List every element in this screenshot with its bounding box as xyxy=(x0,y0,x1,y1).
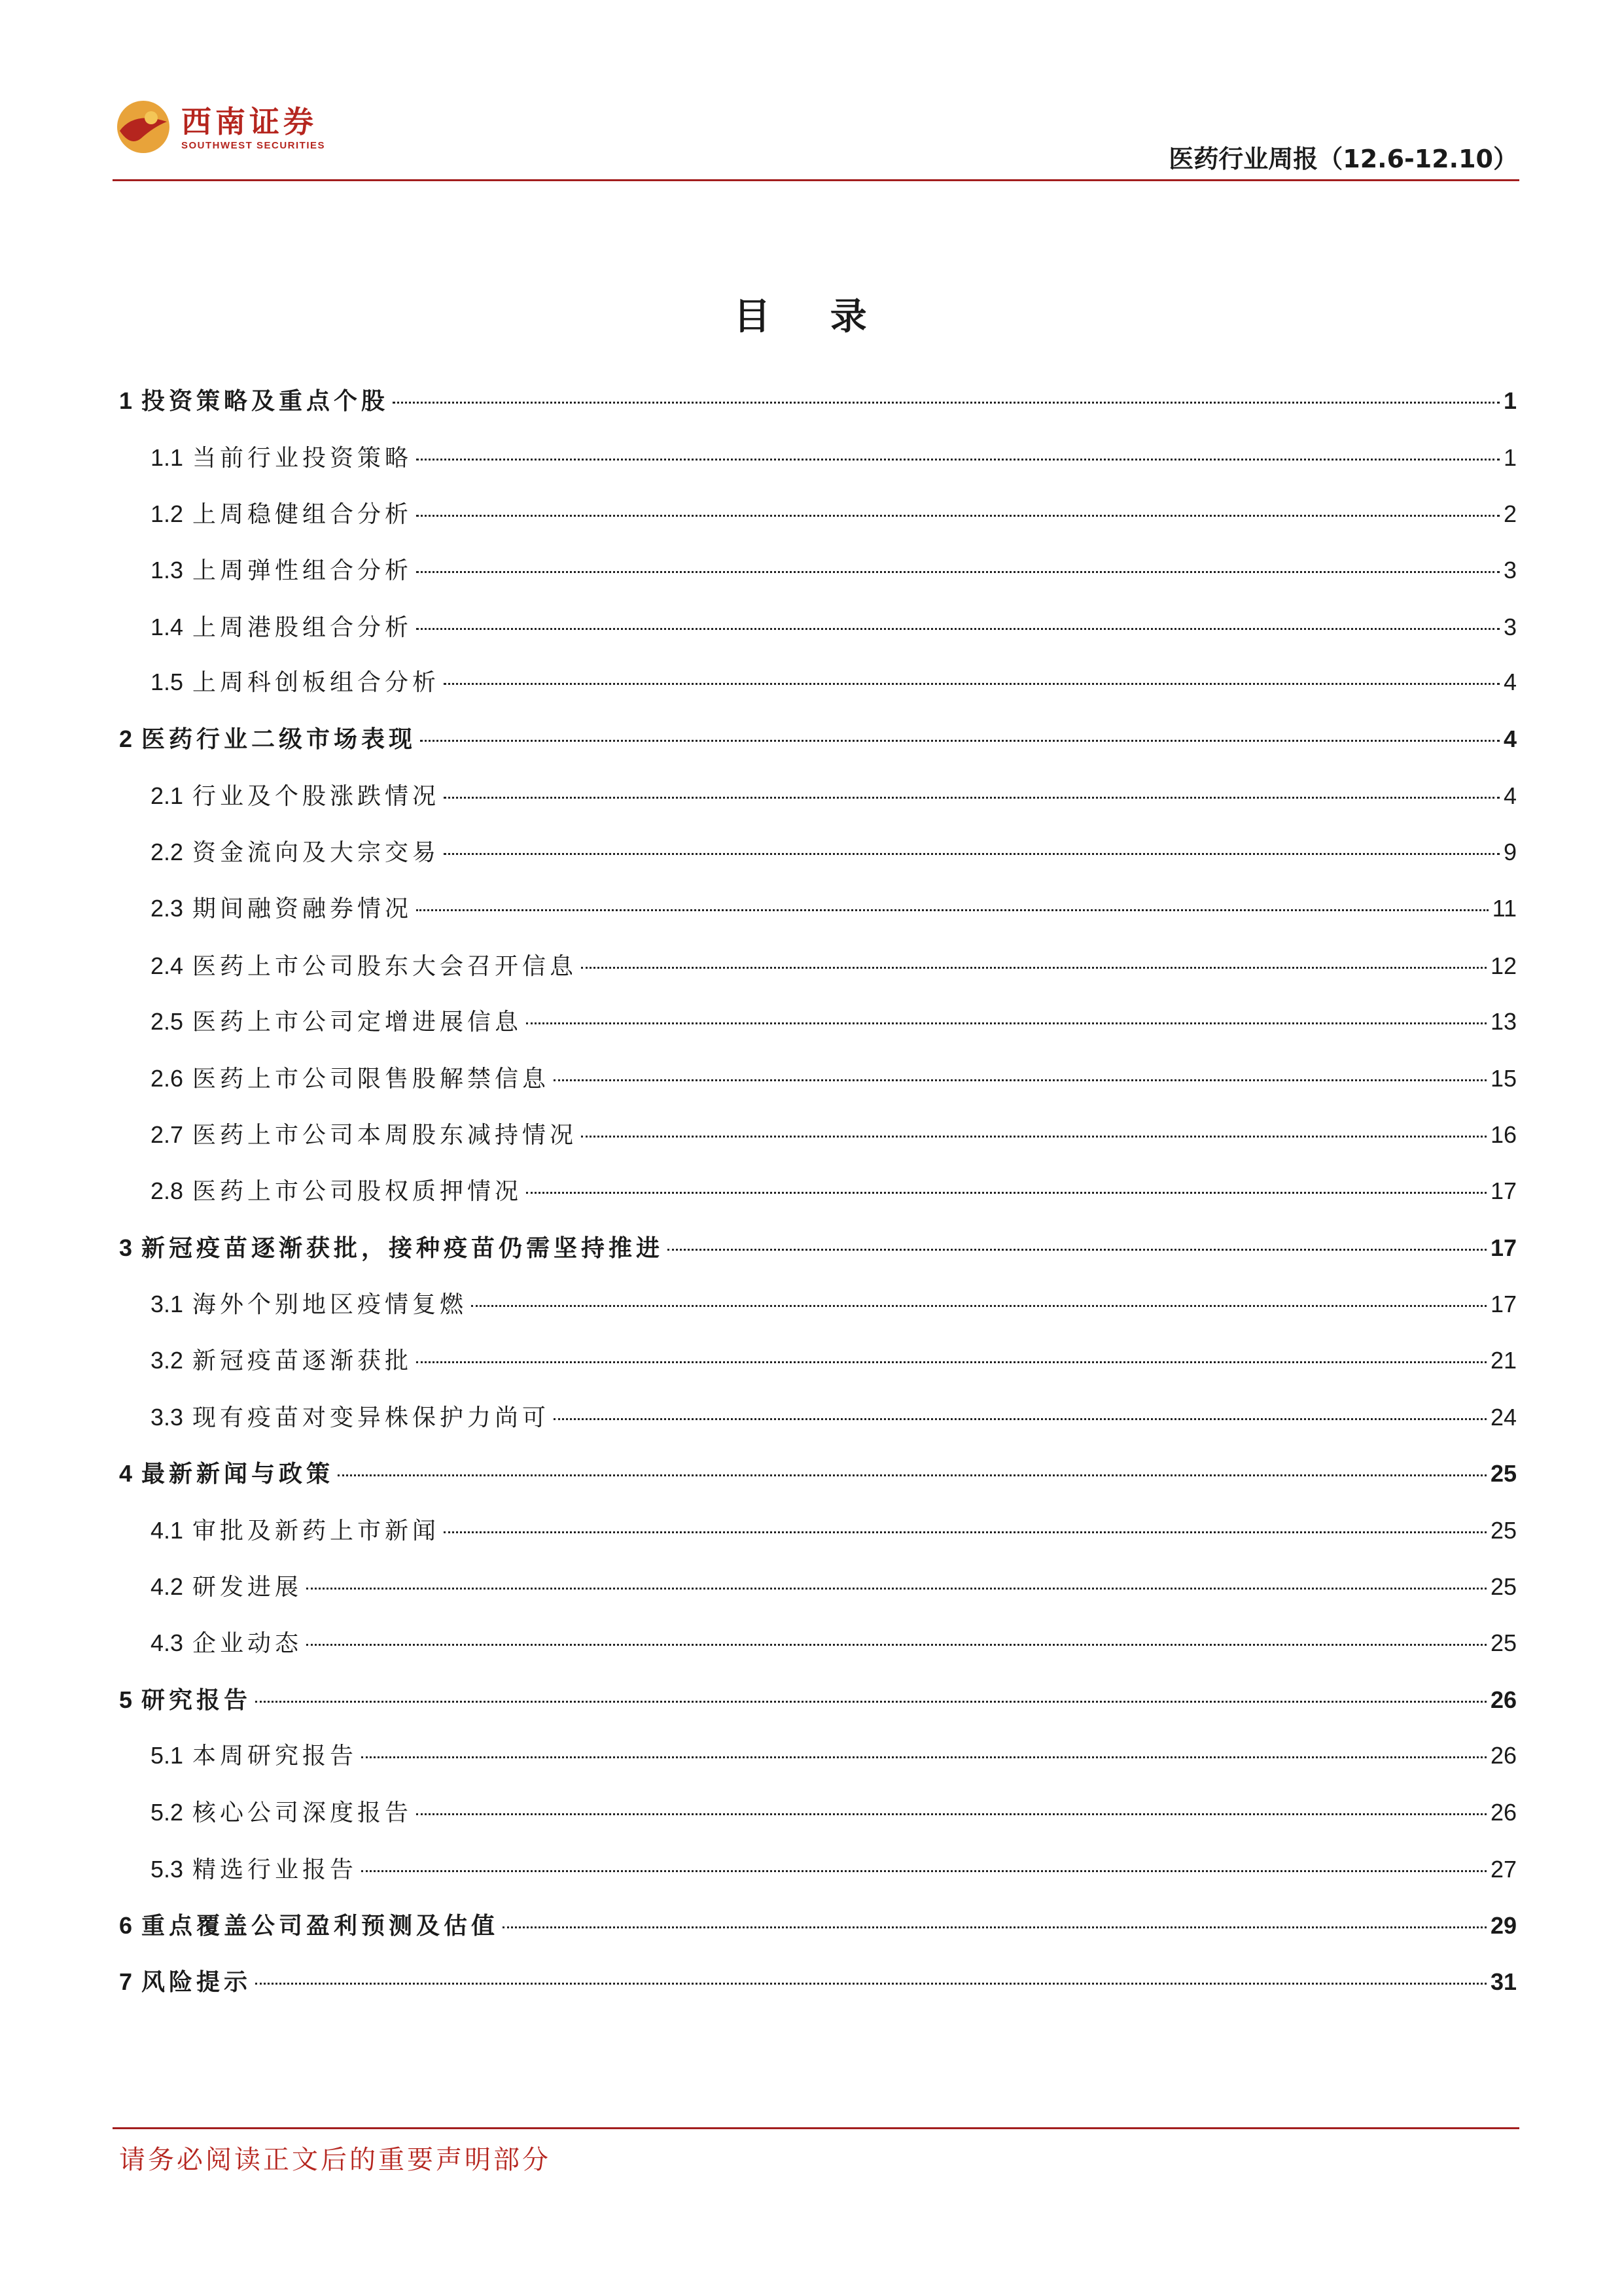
toc-entry-text: 精选行业报告 xyxy=(192,1856,358,1883)
toc-dot-leader xyxy=(393,402,1500,404)
toc-entry-text: 资金流向及大宗交易 xyxy=(192,839,440,866)
toc-subsection-entry[interactable] xyxy=(119,1569,1517,1602)
toc-dot-leader xyxy=(416,571,1500,573)
toc-entry-number: 4.2 xyxy=(150,1573,184,1600)
toc-entry-label xyxy=(119,1455,334,1489)
toc-dot-leader xyxy=(306,1644,1487,1646)
toc-subsection-entry[interactable] xyxy=(119,1737,1517,1771)
toc-section-entry[interactable] xyxy=(119,1230,1517,1263)
toc-dot-leader xyxy=(416,1813,1487,1815)
toc-page-number: 4 xyxy=(1503,782,1517,809)
toc-entry-text: 投资策略及重点个股 xyxy=(141,388,389,415)
toc-subsection-entry[interactable] xyxy=(119,1286,1517,1319)
toc-subsection-entry[interactable] xyxy=(119,609,1517,642)
toc-dot-leader xyxy=(471,1305,1487,1307)
toc-dot-leader xyxy=(255,1701,1487,1703)
toc-entry-label xyxy=(119,383,389,416)
toc-entry-text: 医药上市公司定增进展信息 xyxy=(192,1009,523,1035)
toc-entry-label xyxy=(150,1060,550,1094)
toc-section-entry[interactable] xyxy=(119,1907,1517,1941)
toc-subsection-entry[interactable] xyxy=(119,1794,1517,1828)
toc-subsection-entry[interactable] xyxy=(119,1003,1517,1037)
toc-entry-number: 2.5 xyxy=(150,1008,184,1035)
toc-entry-number: 3.3 xyxy=(150,1404,184,1431)
toc-subsection-entry[interactable] xyxy=(119,1512,1517,1546)
toc-entry-label xyxy=(150,834,440,867)
toc-heading: 目 录 xyxy=(733,296,891,338)
toc-page-number: 2 xyxy=(1503,500,1517,527)
toc-entry-label xyxy=(150,552,412,585)
logo-chinese-name: 西南证券 xyxy=(181,103,317,139)
toc-entry-label xyxy=(150,1003,522,1037)
header-divider xyxy=(113,179,1519,181)
toc-entry-label xyxy=(119,1907,499,1941)
toc-entry-label xyxy=(119,1230,663,1263)
logo-emblem-icon xyxy=(115,98,172,156)
toc-page-number: 17 xyxy=(1490,1177,1517,1204)
toc-entry-text: 企业动态 xyxy=(192,1630,303,1657)
toc-entry-text: 上周港股组合分析 xyxy=(192,614,413,641)
toc-entry-text: 海外个别地区疫情复燃 xyxy=(192,1291,468,1318)
toc-dot-leader xyxy=(667,1249,1487,1251)
toc-subsection-entry[interactable] xyxy=(119,1342,1517,1376)
toc-entry-number: 1.1 xyxy=(150,444,184,471)
toc-dot-leader xyxy=(416,515,1500,517)
toc-entry-text: 研究报告 xyxy=(141,1687,252,1714)
toc-entry-number: 2.3 xyxy=(150,895,184,922)
toc-entry-number: 1.5 xyxy=(150,669,184,695)
toc-entry-number: 2.8 xyxy=(150,1177,184,1204)
toc-entry-label xyxy=(150,609,412,642)
toc-entry-label xyxy=(119,1964,251,1997)
toc-entry-number: 5.3 xyxy=(150,1856,184,1883)
toc-dot-leader xyxy=(444,797,1500,799)
toc-dot-leader xyxy=(255,1983,1487,1985)
toc-entry-text: 重点覆盖公司盈利预测及估值 xyxy=(141,1913,499,1939)
toc-entry-number: 2 xyxy=(119,725,133,752)
toc-entry-number: 5.2 xyxy=(150,1799,184,1826)
toc-dot-leader xyxy=(581,967,1487,969)
toc-dot-leader xyxy=(306,1588,1487,1590)
toc-entry-label xyxy=(150,1851,357,1885)
toc-section-entry[interactable] xyxy=(119,1682,1517,1715)
toc-entry-number: 6 xyxy=(119,1912,133,1939)
footer-divider xyxy=(113,2127,1519,2129)
toc-page-number: 13 xyxy=(1490,1008,1517,1035)
toc-page-number: 17 xyxy=(1490,1291,1517,1317)
toc-subsection-entry[interactable] xyxy=(119,1625,1517,1658)
toc-entry-number: 4.3 xyxy=(150,1629,184,1656)
toc-page-number: 3 xyxy=(1503,557,1517,583)
toc-section-entry[interactable] xyxy=(119,721,1517,754)
toc-entry-label xyxy=(150,1399,550,1433)
toc-entry-label xyxy=(150,1569,302,1602)
toc-entry-text: 新冠疫苗逐渐获批 xyxy=(192,1348,413,1374)
toc-entry-text: 最新新闻与政策 xyxy=(141,1461,334,1487)
toc-page-number: 12 xyxy=(1490,952,1517,979)
toc-entry-label xyxy=(150,1117,577,1150)
toc-entry-number: 3.2 xyxy=(150,1347,184,1374)
toc-subsection-entry[interactable] xyxy=(119,1399,1517,1433)
toc-section-entry[interactable] xyxy=(119,1964,1517,1997)
toc-entry-label xyxy=(150,1737,357,1771)
toc-page-number: 3 xyxy=(1503,614,1517,640)
toc-entry-number: 1.3 xyxy=(150,557,184,583)
toc-entry-text: 医药上市公司本周股东减持情况 xyxy=(192,1122,578,1149)
toc-subsection-entry[interactable] xyxy=(119,1851,1517,1885)
toc-section-entry[interactable] xyxy=(119,1455,1517,1489)
toc-entry-label xyxy=(150,1625,302,1658)
toc-subsection-entry[interactable] xyxy=(119,1117,1517,1150)
company-logo xyxy=(115,98,325,156)
toc-page-number: 25 xyxy=(1490,1573,1517,1600)
toc-entry-text: 审批及新药上市新闻 xyxy=(192,1518,440,1544)
toc-entry-number: 2.6 xyxy=(150,1065,184,1092)
toc-subsection-entry[interactable] xyxy=(119,496,1517,529)
toc-entry-number: 4.1 xyxy=(150,1517,184,1544)
toc-subsection-entry[interactable] xyxy=(119,440,1517,473)
toc-page-number: 1 xyxy=(1503,444,1517,471)
toc-entry-label xyxy=(150,778,440,811)
toc-subsection-entry[interactable] xyxy=(119,552,1517,585)
toc-entry-number: 5 xyxy=(119,1686,133,1713)
toc-entry-number: 2.7 xyxy=(150,1121,184,1148)
toc-entry-label xyxy=(150,890,412,924)
toc-dot-leader xyxy=(526,1192,1487,1194)
toc-subsection-entry[interactable] xyxy=(119,948,1517,981)
toc-entry-text: 现有疫苗对变异株保护力尚可 xyxy=(192,1404,550,1431)
toc-entry-text: 上周科创板组合分析 xyxy=(192,669,440,696)
toc-entry-number: 1.4 xyxy=(150,614,184,640)
toc-entry-text: 上周稳健组合分析 xyxy=(192,501,413,528)
toc-page-number: 24 xyxy=(1490,1404,1517,1431)
toc-subsection-entry[interactable] xyxy=(119,1060,1517,1094)
toc-page-number: 29 xyxy=(1490,1912,1517,1939)
toc-entry-text: 行业及个股涨跌情况 xyxy=(192,783,440,810)
toc-subsection-entry[interactable] xyxy=(119,1173,1517,1206)
toc-entry-text: 医药上市公司限售股解禁信息 xyxy=(192,1066,550,1092)
toc-entry-label xyxy=(150,1342,412,1376)
toc-entry-text: 新冠疫苗逐渐获批，接种疫苗仍需坚持推进 xyxy=(141,1235,664,1262)
toc-page-number: 25 xyxy=(1490,1517,1517,1544)
toc-entry-number: 1 xyxy=(119,387,133,414)
toc-page-number: 26 xyxy=(1490,1686,1517,1713)
toc-entry-number: 5.1 xyxy=(150,1742,184,1769)
toc-page-number: 15 xyxy=(1490,1065,1517,1092)
toc-entry-number: 7 xyxy=(119,1968,133,1995)
toc-entry-label xyxy=(150,1794,412,1828)
toc-entry-label xyxy=(150,1286,467,1319)
toc-dot-leader xyxy=(338,1474,1487,1476)
toc-entry-label xyxy=(150,664,440,697)
toc-dot-leader xyxy=(361,1870,1487,1872)
toc-entry-label xyxy=(150,948,577,981)
toc-page-number: 4 xyxy=(1503,725,1517,752)
toc-page-number: 21 xyxy=(1490,1347,1517,1374)
toc-entry-number: 4 xyxy=(119,1460,133,1487)
toc-entry-label xyxy=(150,440,412,473)
toc-subsection-entry[interactable] xyxy=(119,890,1517,924)
toc-dot-leader xyxy=(416,1361,1487,1363)
toc-entry-label xyxy=(119,1682,251,1715)
footer-disclaimer: 请务必阅读正文后的重要声明部分 xyxy=(119,2145,551,2175)
toc-entry-text: 期间融资融券情况 xyxy=(192,896,413,922)
toc-entry-number: 1.2 xyxy=(150,500,184,527)
toc-dot-leader xyxy=(444,1531,1487,1533)
toc-page-number: 1 xyxy=(1503,387,1517,414)
toc-section-entry[interactable] xyxy=(119,383,1517,416)
toc-dot-leader xyxy=(554,1079,1487,1081)
toc-page-number: 26 xyxy=(1490,1799,1517,1826)
toc-entry-number: 3 xyxy=(119,1234,133,1261)
toc-page-number: 31 xyxy=(1490,1968,1517,1995)
toc-dot-leader xyxy=(554,1418,1487,1420)
toc-dot-leader xyxy=(416,909,1489,911)
toc-dot-leader xyxy=(444,683,1500,685)
toc-entry-text: 医药行业二级市场表现 xyxy=(141,726,417,753)
toc-entry-text: 医药上市公司股东大会召开信息 xyxy=(192,953,578,980)
toc-entry-label xyxy=(119,721,416,754)
toc-dot-leader xyxy=(420,740,1500,742)
toc-entry-text: 上周弹性组合分析 xyxy=(192,557,413,584)
logo-english-name: SOUTHWEST SECURITIES xyxy=(181,139,326,151)
toc-page-number: 25 xyxy=(1490,1629,1517,1656)
toc-dot-leader xyxy=(416,459,1500,461)
toc-entry-number: 3.1 xyxy=(150,1291,184,1317)
toc-entry-text: 本周研究报告 xyxy=(192,1743,358,1769)
toc-page-number: 9 xyxy=(1503,839,1517,865)
toc-dot-leader xyxy=(416,628,1500,630)
toc-page-number: 26 xyxy=(1490,1742,1517,1769)
toc-dot-leader xyxy=(444,853,1500,855)
toc-entry-label xyxy=(150,496,412,529)
toc-dot-leader xyxy=(503,1926,1487,1928)
toc-subsection-entry[interactable] xyxy=(119,664,1517,697)
toc-entry-number: 2.4 xyxy=(150,952,184,979)
toc-entry-label xyxy=(150,1512,440,1546)
toc-page-number: 25 xyxy=(1490,1460,1517,1487)
toc-entry-text: 医药上市公司股权质押情况 xyxy=(192,1178,523,1205)
page-header xyxy=(115,92,1518,183)
toc-entry-text: 当前行业投资策略 xyxy=(192,445,413,472)
toc-page-number: 16 xyxy=(1490,1121,1517,1148)
toc-entry-text: 风险提示 xyxy=(141,1969,252,1996)
toc-page-number: 17 xyxy=(1490,1234,1517,1261)
toc-entry-number: 2.2 xyxy=(150,839,184,865)
toc-dot-leader xyxy=(361,1756,1487,1758)
toc-page-number: 4 xyxy=(1503,669,1517,695)
toc-subsection-entry[interactable] xyxy=(119,778,1517,811)
toc-entry-text: 研发进展 xyxy=(192,1574,303,1601)
toc-entry-text: 核心公司深度报告 xyxy=(192,1800,413,1826)
toc-dot-leader xyxy=(581,1136,1487,1138)
toc-entry-label xyxy=(150,1173,522,1206)
toc-entry-number: 2.1 xyxy=(150,782,184,809)
toc-page-number: 27 xyxy=(1490,1856,1517,1883)
toc-subsection-entry[interactable] xyxy=(119,834,1517,867)
toc-dot-leader xyxy=(526,1022,1487,1024)
report-title: 医药行业周报（12.6-12.10） xyxy=(1169,145,1518,173)
toc-page-number: 11 xyxy=(1492,895,1517,922)
